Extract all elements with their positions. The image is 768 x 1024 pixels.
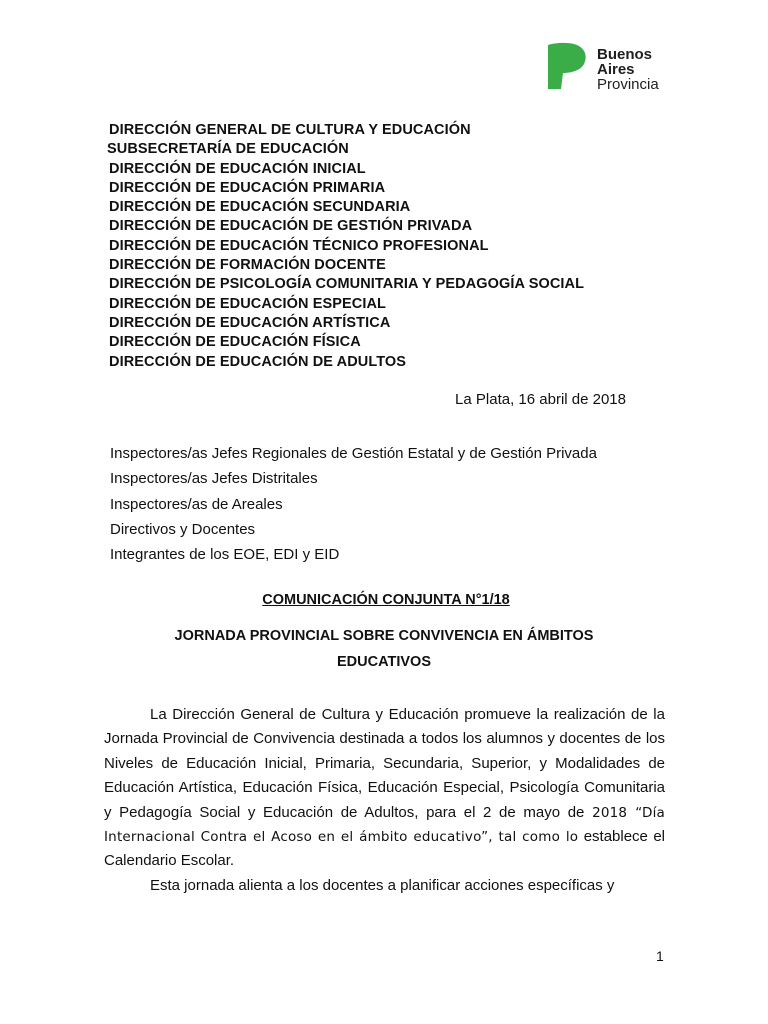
header-line: DIRECCIÓN DE EDUCACIÓN ESPECIAL [109,295,387,312]
header-line: SUBSECRETARÍA DE EDUCACIÓN [107,141,349,158]
header-line: DIRECCIÓN DE EDUCACIÓN FÍSICA [109,334,361,351]
addressee-directions-header [109,121,584,372]
logo-text [597,47,659,92]
body-paragraph-2: Esta jornada alienta a los docentes a planificar acciones específicas y [150,876,615,894]
header-line: DIRECCIÓN DE EDUCACIÓN SECUNDARIA [109,199,411,216]
header-line: DIRECCIÓN DE EDUCACIÓN TÉCNICO PROFESIONAL [109,237,489,254]
recipients-list [110,441,597,567]
logo-line-2: Aires [597,61,635,78]
provincia-p-logo-icon [544,42,588,90]
header-line: DIRECCIÓN DE EDUCACIÓN INICIAL [109,160,366,177]
communication-title [0,592,768,608]
paragraph-1-end: establece el Calendario Escolar. [104,828,666,870]
subject-title: JORNADA PROVINCIAL SOBRE CONVIVENCIA EN ÁMBITOS EDUCATIVOS [174,628,594,670]
recipient-line: Inspectores/as de Areales [110,495,283,513]
header-line: DIRECCIÓN DE FORMACIÓN DOCENTE [109,257,386,274]
buenos-aires-provincia-logo [544,42,664,92]
header-line: DIRECCIÓN DE EDUCACIÓN DE ADULTOS [109,353,407,370]
recipient-line: Integrantes de los EOE, EDI y EID [110,546,340,564]
document-body [104,703,665,898]
header-line: DIRECCIÓN DE EDUCACIÓN DE GESTIÓN PRIVADA [109,218,473,235]
document-date: La Plata, 16 abril de 2018 [455,391,626,408]
recipient-line: Inspectores/as Jefes Distritales [110,470,318,488]
header-line: DIRECCIÓN GENERAL DE CULTURA Y EDUCACIÓN [109,122,471,138]
header-line: DIRECCIÓN DE PSICOLOGÍA COMUNITARIA Y PEDAGOGÍA SOCIAL [109,276,585,293]
paragraph-1-quote: 2018 “Día Internacional Contra el Acoso en el ámbito educativo”, tal como lo [104,804,665,846]
logo-line-3: Provincia [597,76,659,93]
recipient-line: Inspectores/as Jefes Regionales de Gestión Estatal y de Gestión Privada [110,445,597,462]
paragraph-1-text: La Dirección General de Cultura y Educación promueve la realización de la Jornada Provincial de Convivencia destinada a todos los alumnos y docentes de los Niveles de Educación Inicial, Primaria, Secundaria, Superior, y Modalidades de Educación Artística, Educación Física, Educación Especial, Psicología Comunitaria y Pedagogía Social y Educación de Adultos, para el 2 de mayo de [104,706,665,821]
header-line: DIRECCIÓN DE EDUCACIÓN ARTÍSTICA [109,314,391,331]
page-number: 1 [656,948,664,964]
communication-title-text: COMUNICACIÓN CONJUNTA N°1/18 [262,592,510,608]
header-line: DIRECCIÓN DE EDUCACIÓN PRIMARIA [109,179,386,196]
recipient-line: Directivos y Docentes [110,520,256,538]
logo-line-1: Buenos [597,46,653,63]
body-paragraph-1 [104,703,665,874]
